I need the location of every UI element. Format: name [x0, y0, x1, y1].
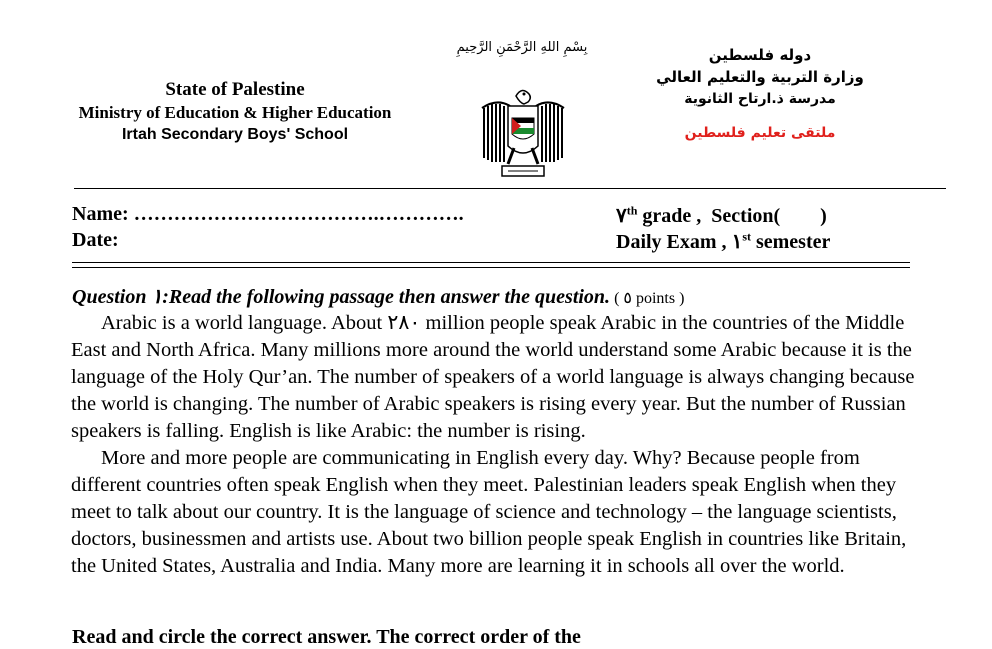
- semester-suffix: st: [742, 229, 751, 244]
- semester-text: semester: [750, 231, 831, 253]
- question-points: ( ٥ points ): [610, 290, 685, 307]
- header-divider: [74, 188, 946, 189]
- grade-section-text: grade , Section( ): [637, 205, 827, 227]
- name-field: Name: ……………………………….………….: [72, 203, 464, 225]
- passage-paragraph-2: More and more people are communicating in English every day. Why? Because people from different countries often speak English when they meet. Palestinian leaders speak English when they meet to talk about our country. It is the language of science and technology – the language scientists, doctors, businessmen and artists use. About two billion people speak English in countries like Britain, the United States, Australia and India. Many more are learning it in schools all over the world.: [71, 447, 907, 577]
- english-header: [40, 78, 430, 146]
- double-rule-divider: [72, 262, 910, 268]
- school-title: Irtah Secondary Boys' School: [121, 126, 349, 143]
- basmala-text: بِسْمِ اللهِ الرَّحْمَنِ الرَّحِيمِ: [456, 40, 588, 55]
- arabic-header: [640, 44, 880, 144]
- palestine-eagle-emblem-icon: [476, 82, 568, 182]
- cut-off-instruction: Read and circle the correct answer. The correct order of the: [72, 626, 581, 648]
- arabic-school-title: مدرسة ذ.ارتاح الثانوية: [684, 91, 836, 107]
- date-field: Date:: [72, 229, 119, 251]
- exam-semester-line: [616, 229, 830, 254]
- passage-paragraph-1: Arabic is a world language. About ٢٨٠ million people speak Arabic in the countries of the Middle East and North Africa. Many millions more around the world understand some Arabic because it is the language of the Holy Qur’an. The number of speakers of a world language is always changing because the world is changing. The number of Arabic speakers is rising every year. But the number of Russian speakers is falling. English is like Arabic: the number is rising.: [71, 312, 915, 442]
- ministry-title: Ministry of Education & Higher Education: [78, 103, 392, 122]
- reading-passage: [71, 310, 927, 580]
- question-label: Question ١:Read the following passage then answer the question.: [72, 286, 611, 308]
- forum-watermark-text: ملتقى تعليم فلسطين: [684, 125, 836, 141]
- exam-text: Daily Exam ,: [616, 231, 732, 253]
- grade-suffix: th: [626, 203, 638, 218]
- arabic-state-title: دوله فلسطين: [708, 46, 812, 64]
- grade-section-line: [616, 203, 827, 228]
- state-title: State of Palestine: [165, 79, 305, 100]
- arabic-ministry-title: وزارة التربية والتعليم العالي: [656, 68, 864, 86]
- grade-number: ٧: [616, 205, 627, 227]
- question-heading: [72, 284, 684, 309]
- semester-number: ١: [731, 231, 743, 253]
